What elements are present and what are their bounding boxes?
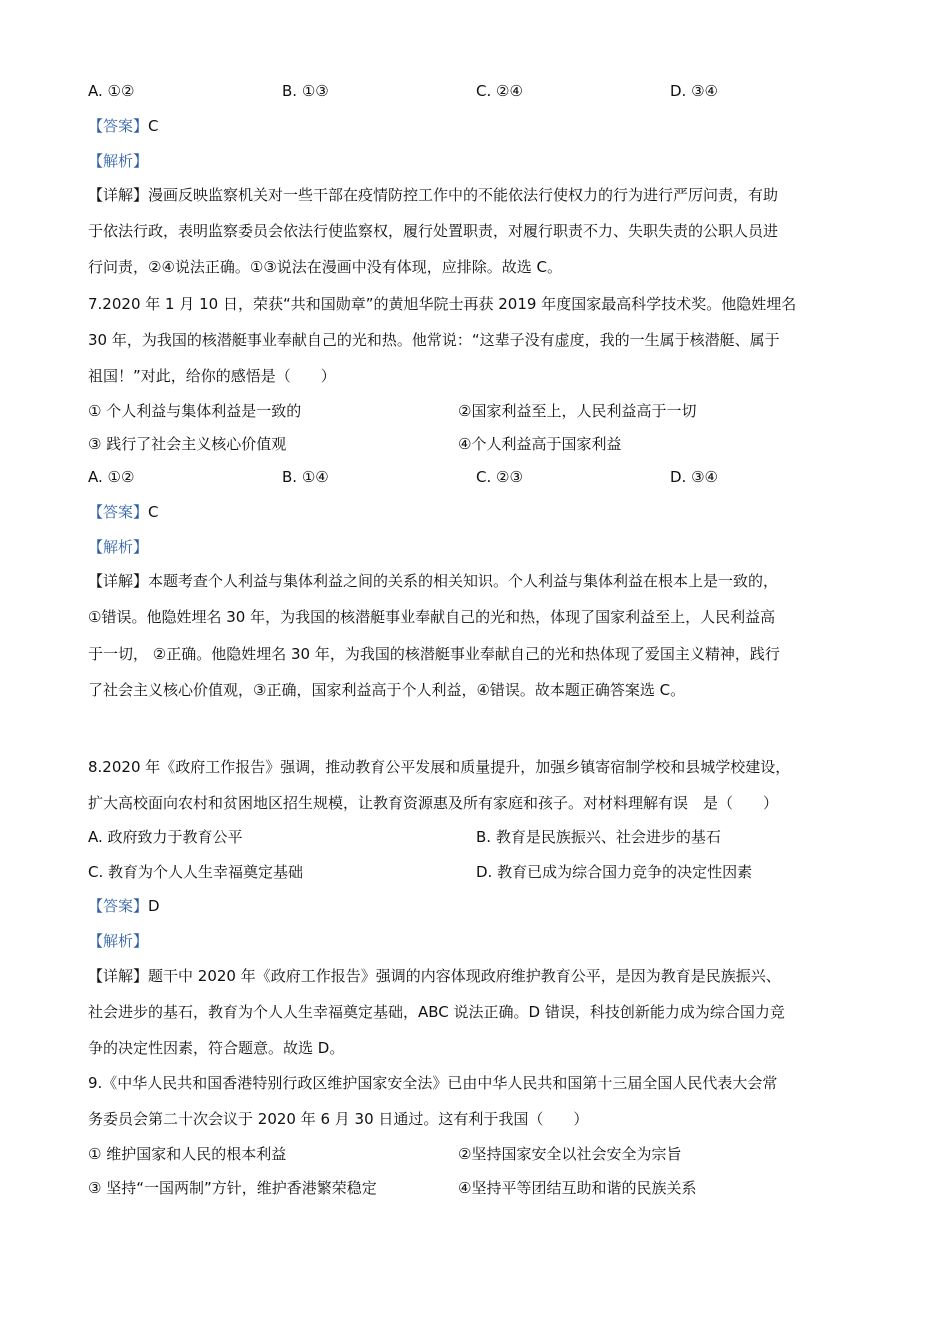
- q9-item-4: ④坚持平等团结互助和谐的民族关系: [458, 1179, 697, 1197]
- q9-stem-line: 务委员会第二十次会议于 2020 年 6 月 30 日通过。这有利于我国（ ）: [88, 1110, 589, 1128]
- q8-option-d: D. 教育已成为综合国力竞争的决定性因素: [476, 863, 753, 881]
- q7-detail-line: ①错误。他隐姓埋名 30 年，为我国的核潜艇事业奉献自己的光和热，体现了国家利益至上，人民利益高: [88, 608, 776, 626]
- q8-detail-line: [88, 966, 781, 986]
- answer-value: C: [148, 503, 159, 521]
- q8-answer: [88, 896, 160, 916]
- q6-option-c: C. ②④: [476, 82, 523, 100]
- q7-stem-line: 30 年，为我国的核潜艇事业奉献自己的光和热。他常说：“这辈子没有虚度，我的一生属于核潜艇、属于: [88, 331, 780, 349]
- answer-tag: 【答案】: [88, 897, 149, 915]
- q7-item-2: ②国家利益至上，人民利益高于一切: [458, 402, 697, 420]
- q9-item-1: ① 维护国家和人民的根本利益: [88, 1145, 287, 1163]
- q8-detail-line: 争的决定性因素，符合题意。故选 D。: [88, 1039, 345, 1057]
- answer-value: D: [148, 897, 160, 915]
- q7-detail-line: 于一切， ②正确。他隐姓埋名 30 年，为我国的核潜艇事业奉献自己的光和热体现了爱国主义精神，践行: [88, 645, 780, 663]
- answer-tag: 【答案】: [88, 503, 149, 521]
- q6-analysis-tag: 【解析】: [88, 152, 149, 170]
- q6-detail-line: 于依法行政，表明监察委员会依法行使监察权，履行处置职责，对履行职责不力、失职失责的公职人员进: [88, 222, 779, 240]
- detail-tag: 【详解】: [88, 186, 149, 204]
- detail-tag: 【详解】: [88, 967, 149, 985]
- detail-text: 题干中 2020 年《政府工作报告》强调的内容体现政府维护教育公平，是因为教育是民族振兴、: [148, 967, 781, 985]
- q9-stem-line: 9.《中华人民共和国香港特别行政区维护国家安全法》已由中华人民共和国第十三届全国人民代表大会常: [88, 1074, 778, 1092]
- q7-answer: [88, 502, 159, 522]
- q6-option-d: D. ③④: [670, 82, 718, 100]
- q7-stem-line: 祖国！”对此，给你的感悟是（ ）: [88, 367, 336, 385]
- detail-text: 本题考查个人利益与集体利益之间的关系的相关知识。个人利益与集体利益在根本上是一致的，: [148, 572, 779, 590]
- q9-item-3: ③ 坚持“一国两制”方针，维护香港繁荣稳定: [88, 1179, 377, 1197]
- q9-item-2: ②坚持国家安全以社会安全为宗旨: [458, 1145, 682, 1163]
- q6-answer: [88, 116, 159, 136]
- q8-analysis-tag: 【解析】: [88, 932, 149, 950]
- q6-option-b: B. ①③: [282, 82, 329, 100]
- q8-option-a: A. 政府致力于教育公平: [88, 828, 243, 846]
- q7-detail-line: 了社会主义核心价值观，③正确，国家利益高于个人利益，④错误。故本题正确答案选 C。: [88, 681, 686, 699]
- q6-option-a: A. ①②: [88, 82, 135, 100]
- q7-detail-line: [88, 571, 778, 591]
- q8-stem-line: 扩大高校面向农村和贫困地区招生规模，让教育资源惠及所有家庭和孩子。对材料理解有误 是（ ）: [88, 794, 779, 812]
- q6-detail-line: [88, 185, 778, 205]
- q7-item-3: ③ 践行了社会主义核心价值观: [88, 435, 287, 453]
- answer-tag: 【答案】: [88, 117, 149, 135]
- q7-analysis-tag: 【解析】: [88, 538, 149, 556]
- q7-item-1: ① 个人利益与集体利益是一致的: [88, 402, 302, 420]
- q8-stem-line: 8.2020 年《政府工作报告》强调，推动教育公平发展和质量提升，加强乡镇寄宿制学校和县城学校建设，: [88, 758, 791, 776]
- q7-stem-line: 7.2020 年 1 月 10 日，荣获“共和国勋章”的黄旭华院士再获 2019 年度国家最高科学技术奖。他隐姓埋名: [88, 295, 797, 313]
- q7-option-a: A. ①②: [88, 468, 135, 486]
- q7-option-b: B. ①④: [282, 468, 329, 486]
- q6-detail-line: 行问责，②④说法正确。①③说法在漫画中没有体现，应排除。故选 C。: [88, 258, 563, 276]
- answer-value: C: [148, 117, 159, 135]
- detail-tag: 【详解】: [88, 572, 149, 590]
- detail-text: 漫画反映监察机关对一些干部在疫情防控工作中的不能依法行使权力的行为进行严厉问责，有助: [148, 186, 779, 204]
- q7-option-c: C. ②③: [476, 468, 523, 486]
- q8-option-c: C. 教育为个人人生幸福奠定基础: [88, 863, 304, 881]
- q8-detail-line: 社会进步的基石，教育为个人人生幸福奠定基础，ABC 说法正确。D 错误，科技创新能力成为综合国力竞: [88, 1003, 785, 1021]
- q8-option-b: B. 教育是民族振兴、社会进步的基石: [476, 828, 721, 846]
- q7-item-4: ④个人利益高于国家利益: [458, 435, 622, 453]
- q7-option-d: D. ③④: [670, 468, 718, 486]
